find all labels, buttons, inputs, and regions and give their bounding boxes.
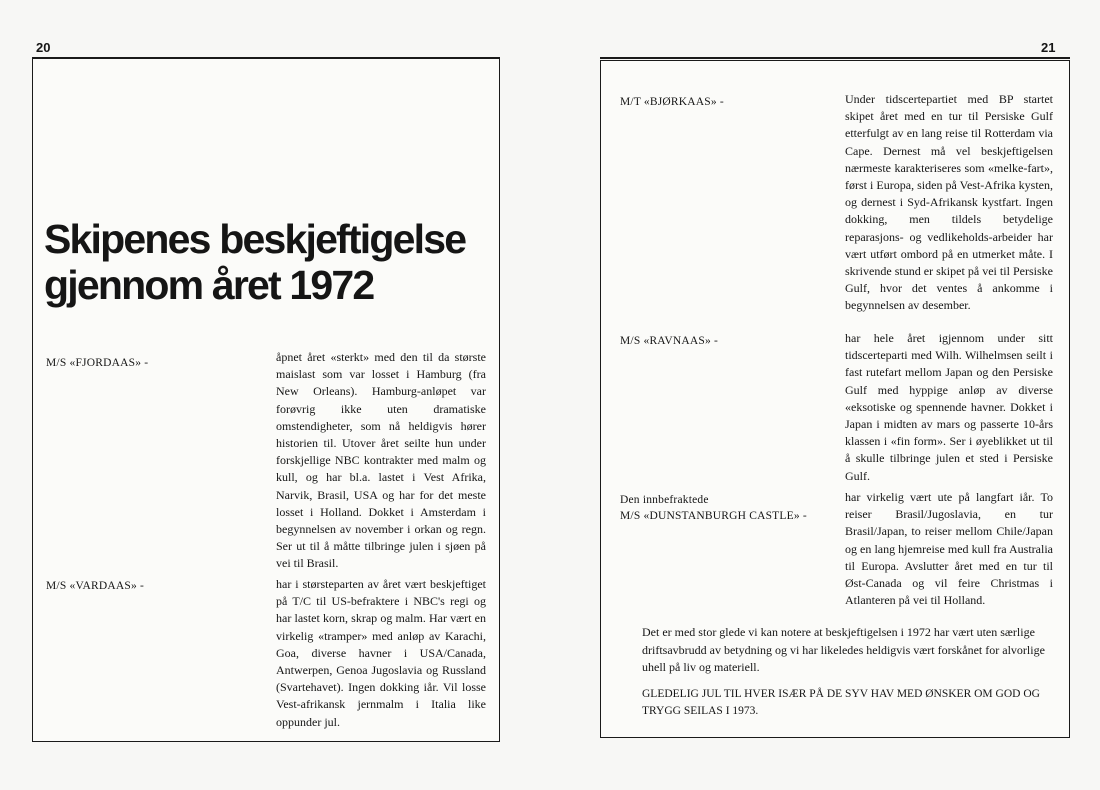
page-number-right: 21 — [1041, 40, 1056, 55]
entry-text-ravnaas: har hele året igjennom under sitt tidscerteparti med Wilh. Wilhelmsen seilt i fast rutefart mellom Japan og den Persiske Gulf med hyppige anløp av diverse «eksotiske og spennende havner. Dokket i Japan i midten av mars og passerte 10-års klassen i «fin form». Ser i øyeblikket ut til å skulle tilbringe julen et sted i Persiske Gulf. — [845, 331, 1053, 483]
ship-prefix-dunstanburgh: Den innbefraktede — [620, 494, 709, 506]
entry-text-fjordaas: åpnet året «sterkt» med den til da største maislast som var losset i Hamburg (fra New Orleans). Hamburg-anløpet var forøvrig ikke uten dramatiske omstendigheter, som nå heldigvis hører historien til. Utover året seilte hun under forskjellige NBC kontrakter med malm og kull, og har bl.a. lastet i Vest Afrika, Narvik, Brasil, USA og har for det meste losset i Holland. Dokket i Amsterdam i begynnelsen av november i orkan og regn. Ser ut til å måtte tilbringe julen i sjøen på vei til Brasil. — [276, 350, 486, 571]
ship-name-fjordaas: M/S «FJORDAAS» - — [46, 357, 149, 369]
header-rule-right — [600, 57, 1070, 59]
entry-text-vardaas: har i størsteparten av året vært beskjeftiget på T/C til US-befraktere i NBC's regi og har lastet korn, skrap og malm. Har vært en virkelig «tramper» med anløp av Karachi, Goa, diverse havner i USA/Canada, Antwerpen, Genoa Jugoslavia og Russland (Svartehavet). Ingen dokking iår. Vil losse Vest-afrikansk jernmalm i Italia like oppunder jul. — [276, 577, 486, 729]
ship-name-ravnaas: M/S «RAVNAAS» - — [620, 335, 719, 347]
ship-name-bjorkaas: M/T «BJØRKAAS» - — [620, 96, 724, 108]
closing-paragraph: Det er med stor glede vi kan notere at beskjeftigelsen i 1972 har vært uten særlige driftsavbrudd av betydning og vi har likeledes heldigvis vært forskånet for alvorlige uhell på liv og materiell. — [642, 625, 1045, 674]
entry-text-dunstanburgh: har virkelig vært ute på langfart iår. To reiser Brasil/Jugoslavia, en tur Brasil/Japan, to reiser mellom Chile/Japan og en lang hjemreise med kull fra Australia til Europa. Avslutter året med en tur til Øst-Canada og vil feire Christmas i Atlanteren på vei til Holland. — [845, 490, 1053, 608]
title-line-1: Skipenes beskjeftigelse — [44, 216, 466, 262]
christmas-greeting: GLEDELIG JUL TIL HVER ISÆR PÅ DE SYV HAV MED ØNSKER OM GOD OG TRYGG SEILAS I 1973. — [642, 688, 1040, 717]
ship-name-dunstanburgh: M/S «DUNSTANBURGH CASTLE» - — [620, 510, 807, 522]
entry-text-bjorkaas: Under tidscertepartiet med BP startet skipet året med en tur til Persiske Gulf etterfulgt av en lang reise til Rotterdam via Cape. Dernest må vel beskjeftigelsen nærmeste karakteriseres som «melke-fart», først i Europa, siden på Vest-Afrika kysten, og dernest i Syd-Afrikansk kystfart. Ingen dokking, men tildels betydelige reparasjons- og vedlikeholds-arbeider har vært utført ombord på en utmerket måte. I skrivende stund er skipet på vei til Persiske Gulf, hvor det ventes å ankomme i begynnelsen av desember. — [845, 92, 1053, 313]
page-title — [44, 216, 484, 308]
ship-name-vardaas: M/S «VARDAAS» - — [46, 580, 145, 592]
title-line-2: gjennom året 1972 — [44, 262, 374, 308]
page-number-left: 20 — [36, 40, 51, 55]
